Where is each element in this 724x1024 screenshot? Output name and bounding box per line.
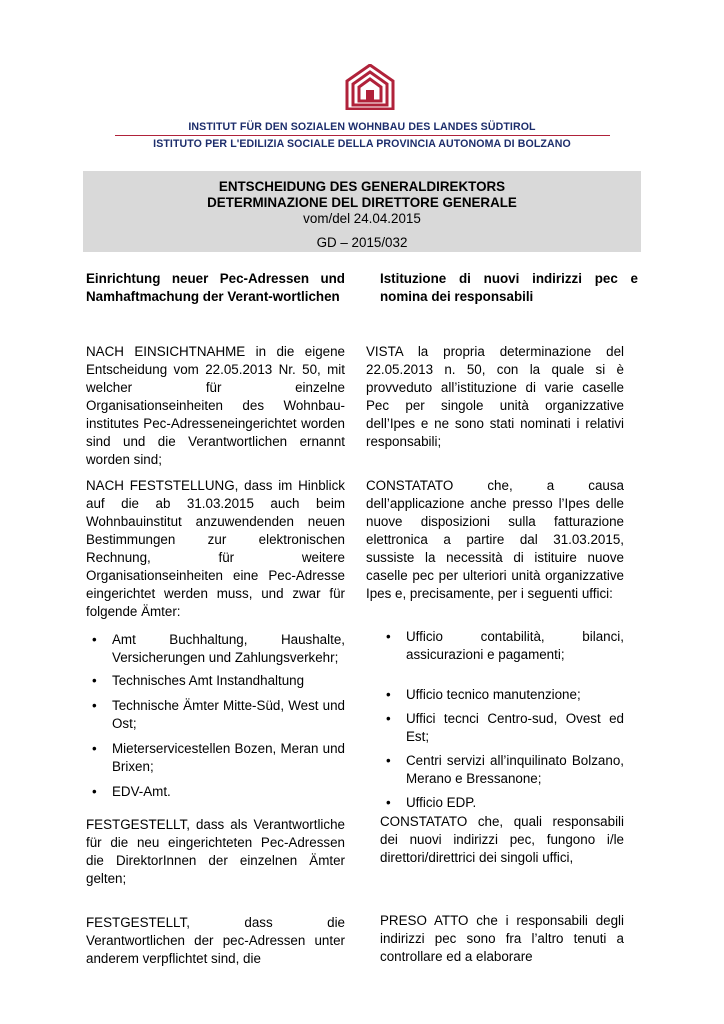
office-list-de bbox=[86, 631, 345, 801]
paragraph-it-3: CONSTATATO che, quali responsabili dei nuovi indirizzi pec, fungono i/le direttori/direttrici dei singoli uffici, bbox=[380, 814, 624, 865]
paragraph-de-3: FESTGESTELLT, dass als Verantwortliche für die neu eingerichteten Pec-Adressen die DirektorInnen der einzelnen Ämter gelten; bbox=[86, 817, 345, 886]
list-item: • Ufficio tecnico manutenzione; bbox=[380, 686, 624, 704]
paragraph-it-2: CONSTATATO che, a causa dell’applicazione anche presso l’Ipes delle nuove disposizioni sulla fatturazione elettronica a partire dal 31.03.2015, sussiste la necessità di istituire nuove caselle pec per ulteriori unità organizzative Ipes e, precisamente, per i seguenti uffici: bbox=[366, 478, 624, 601]
heading-it: Istituzione di nuovi indirizzi pec e nomina dei responsabili bbox=[380, 271, 638, 304]
header-divider bbox=[115, 135, 610, 136]
paragraph-de-4: FESTGESTELLT, dass die Verantwortlichen der pec-Adressen unter anderem verpflichtet sind, die bbox=[86, 915, 345, 966]
paragraph-it-1: VISTA la propria determinazione del 22.05.2013 n. 50, con la quale si è provveduto all’istituzione di varie caselle Pec per singole unità organizzative dell’Ipes e ne sono stati nominati i relativi responsabili; bbox=[366, 344, 624, 449]
office-list-it bbox=[380, 628, 624, 812]
heading-de: Einrichtung neuer Pec-Adressen und Namhaftmachung der Verant-wortlichen bbox=[86, 271, 345, 304]
list-item: • Ufficio contabilità, bilanci, assicurazioni e pagamenti; bbox=[380, 628, 624, 664]
list-item: • Amt Buchhaltung, Haushalte, Versicherungen und Zahlungsverkehr; bbox=[86, 631, 345, 667]
title-de: ENTSCHEIDUNG DES GENERALDIREKTORS bbox=[218, 179, 506, 194]
org-name-it: ISTITUTO PER L'EDILIZIA SOCIALE DELLA PROVINCIA AUTONOMA DI BOLZANO bbox=[153, 138, 571, 150]
decision-date: vom/del 24.04.2015 bbox=[303, 211, 421, 226]
list-item: • Technische Ämter Mitte-Süd, West und Ost; bbox=[86, 697, 345, 733]
house-logo-icon bbox=[345, 64, 395, 110]
list-item: • Ufficio EDP. bbox=[380, 794, 624, 812]
list-item: • Mieterservicestellen Bozen, Meran und Brixen; bbox=[86, 740, 345, 776]
list-item: • Uffici tecnci Centro-sud, Ovest ed Est; bbox=[380, 710, 624, 746]
paragraph-de-2: NACH FESTSTELLUNG, dass im Hinblick auf die ab 31.03.2015 auch beim Wohnbauinstitut anzuwendenden neuen Bestimmungen zur elektronischen Rechnung, für weitere Organisationseinheiten eine Pec-Adresse eingerichtet werden muss, und zwar für folgende Ämter: bbox=[86, 478, 345, 619]
title-it: DETERMINAZIONE DEL DIRETTORE GENERALE bbox=[207, 195, 517, 210]
paragraph-de-1: NACH EINSICHTNAHME in die eigene Entscheidung vom 22.05.2013 Nr. 50, mit welcher für einzelne Organisationseinheiten des Wohnbau-institutes Pec-Adresseneingerichtet worden sind und die Verantwortlichen ernannt worden sind; bbox=[86, 344, 345, 467]
list-item: • Technisches Amt Instandhaltung bbox=[86, 672, 345, 690]
decision-header bbox=[83, 171, 641, 252]
paragraph-it-4: PRESO ATTO che i responsabili degli indirizzi pec sono fra l’altro tenuti a controllare ed a elaborare bbox=[380, 913, 624, 964]
list-item: • Centri servizi all’inquilinato Bolzano, Merano e Bressanone; bbox=[380, 752, 624, 788]
list-item: • EDV-Amt. bbox=[86, 783, 345, 801]
decision-code: GD – 2015/032 bbox=[316, 235, 408, 250]
org-name-de: INSTITUT FÜR DEN SOZIALEN WOHNBAU DES LANDES SÜDTIROL bbox=[188, 121, 536, 133]
